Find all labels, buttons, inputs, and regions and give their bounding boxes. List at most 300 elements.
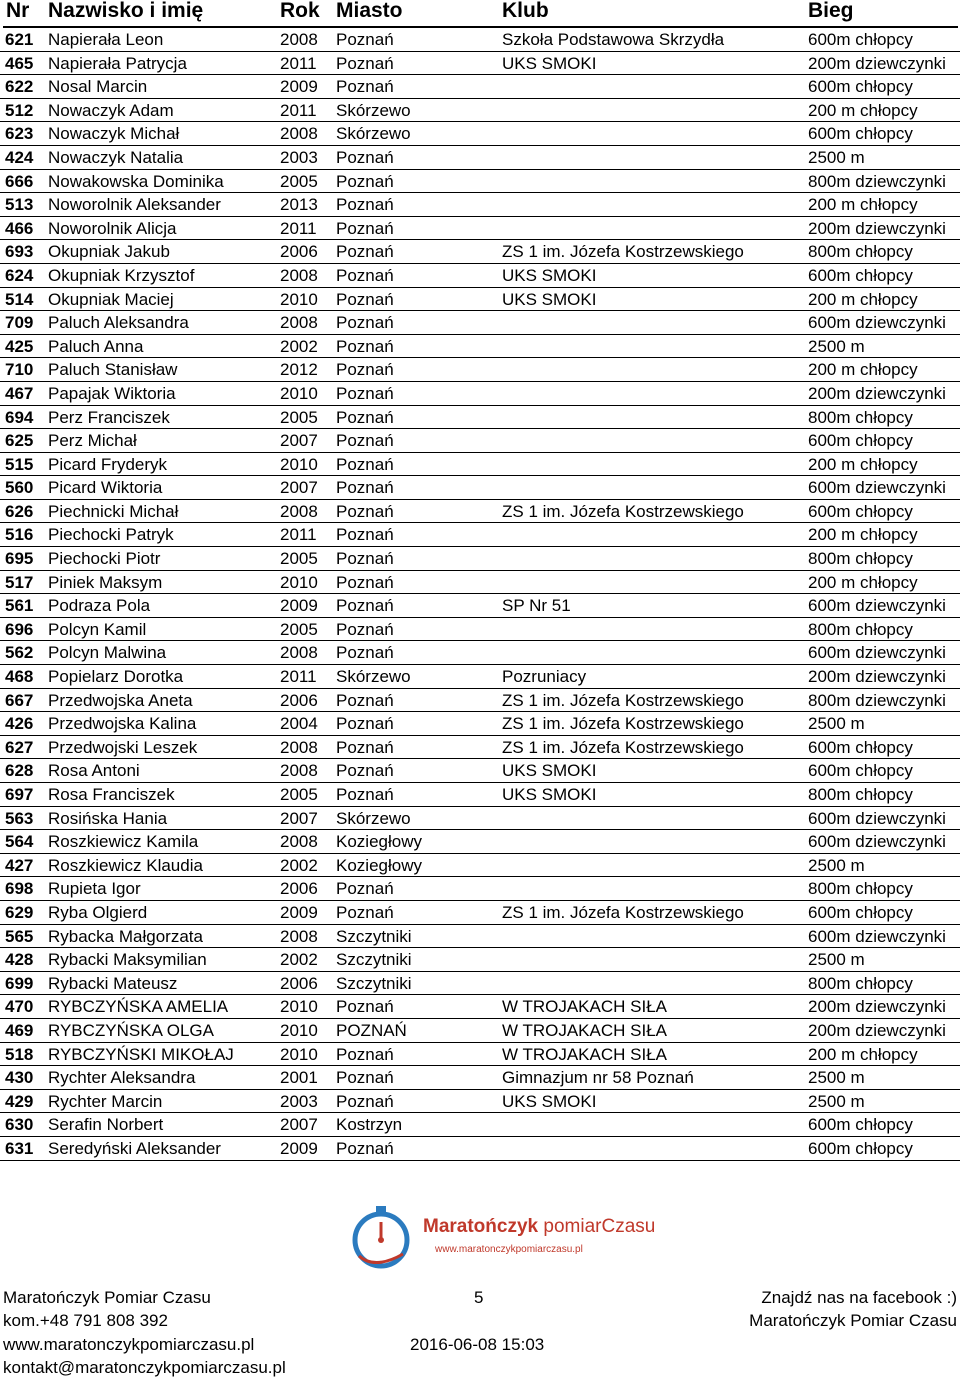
cell-year: 2008 bbox=[280, 265, 318, 285]
cell-club: W TROJAKACH SIŁA bbox=[502, 997, 667, 1017]
cell-year: 2008 bbox=[280, 501, 318, 521]
table-row bbox=[0, 358, 960, 382]
cell-run: 600m chłopcy bbox=[808, 737, 913, 757]
cell-city: Poznań bbox=[336, 761, 394, 781]
cell-city: Poznań bbox=[336, 53, 394, 73]
cell-nr: 517 bbox=[5, 572, 34, 592]
cell-run: 600m chłopcy bbox=[808, 1115, 913, 1135]
cell-nr: 513 bbox=[5, 195, 34, 215]
footer-page-number: 5 bbox=[474, 1288, 484, 1307]
cell-nr: 565 bbox=[5, 926, 34, 946]
cell-club: ZS 1 im. Józefa Kostrzewskiego bbox=[502, 242, 744, 262]
cell-run: 2500 m bbox=[808, 336, 865, 356]
cell-city: Poznań bbox=[336, 383, 394, 403]
table-row bbox=[0, 618, 960, 642]
cell-nr: 627 bbox=[5, 737, 34, 757]
results-table bbox=[0, 28, 960, 1161]
cell-year: 2005 bbox=[280, 619, 318, 639]
cell-city: Skórzewo bbox=[336, 100, 411, 120]
cell-name: Podraza Pola bbox=[48, 596, 151, 616]
table-row bbox=[0, 783, 960, 807]
cell-run: 600m chłopcy bbox=[808, 77, 913, 97]
cell-city: Poznań bbox=[336, 1138, 394, 1158]
cell-name: Okupniak Jakub bbox=[48, 242, 170, 262]
cell-run: 600m chłopcy bbox=[808, 902, 913, 922]
cell-city: Skórzewo bbox=[336, 667, 411, 687]
cell-year: 2002 bbox=[280, 855, 318, 875]
cell-city: Poznań bbox=[336, 1068, 394, 1088]
cell-nr: 514 bbox=[5, 289, 34, 309]
cell-club: UKS SMOKI bbox=[502, 289, 597, 309]
cell-nr: 424 bbox=[5, 147, 34, 167]
cell-year: 2002 bbox=[280, 336, 318, 356]
cell-name: Przedwojska Aneta bbox=[48, 690, 193, 710]
table-row bbox=[0, 288, 960, 312]
cell-run: 600m chłopcy bbox=[808, 501, 913, 521]
cell-nr: 426 bbox=[5, 714, 34, 734]
footer-datetime: 2016-06-08 15:03 bbox=[410, 1335, 545, 1354]
cell-nr: 621 bbox=[5, 30, 34, 49]
cell-nr: 560 bbox=[5, 478, 34, 498]
cell-name: Napierała Leon bbox=[48, 30, 164, 49]
cell-run: 600m dziewczynki bbox=[808, 926, 946, 946]
table-row bbox=[0, 1043, 960, 1067]
cell-run: 200 m chłopcy bbox=[808, 454, 918, 474]
cell-name: Polcyn Kamil bbox=[48, 619, 147, 639]
cell-nr: 470 bbox=[5, 997, 34, 1017]
table-row bbox=[0, 712, 960, 736]
table-row bbox=[0, 500, 960, 524]
cell-name: Picard Wiktoria bbox=[48, 478, 163, 498]
cell-city: Poznań bbox=[336, 360, 394, 380]
table-row bbox=[0, 1019, 960, 1043]
cell-nr: 629 bbox=[5, 902, 34, 922]
table-row bbox=[0, 854, 960, 878]
cell-name: RYBCZYŃSKA OLGA bbox=[48, 1020, 214, 1040]
cell-name: Picard Fryderyk bbox=[48, 454, 168, 474]
table-row bbox=[0, 641, 960, 665]
cell-nr: 622 bbox=[5, 77, 34, 97]
cell-year: 2006 bbox=[280, 973, 318, 993]
table-row bbox=[0, 571, 960, 595]
cell-year: 2010 bbox=[280, 1020, 318, 1040]
cell-club: W TROJAKACH SIŁA bbox=[502, 1020, 667, 1040]
cell-year: 2008 bbox=[280, 737, 318, 757]
cell-city: Poznań bbox=[336, 431, 394, 451]
cell-nr: 696 bbox=[5, 619, 34, 639]
cell-nr: 562 bbox=[5, 643, 34, 663]
cell-year: 2001 bbox=[280, 1068, 318, 1088]
cell-year: 2009 bbox=[280, 596, 318, 616]
cell-city: Poznań bbox=[336, 879, 394, 899]
cell-run: 600m dziewczynki bbox=[808, 313, 946, 333]
cell-run: 200 m chłopcy bbox=[808, 289, 918, 309]
cell-year: 2011 bbox=[280, 53, 317, 73]
cell-city: Poznań bbox=[336, 785, 394, 804]
cell-club: ZS 1 im. Józefa Kostrzewskiego bbox=[502, 501, 744, 521]
cell-name: Popielarz Dorotka bbox=[48, 667, 184, 687]
cell-year: 2007 bbox=[280, 1115, 318, 1135]
cell-year: 2007 bbox=[280, 808, 318, 828]
cell-name: Rosińska Hania bbox=[48, 808, 168, 828]
table-row bbox=[0, 1090, 960, 1114]
cell-nr: 666 bbox=[5, 171, 34, 191]
table-row bbox=[0, 429, 960, 453]
cell-city: Poznań bbox=[336, 596, 394, 616]
cell-year: 2005 bbox=[280, 785, 318, 804]
cell-name: Paluch Stanisław bbox=[48, 360, 178, 380]
cell-club: ZS 1 im. Józefa Kostrzewskiego bbox=[502, 714, 744, 734]
cell-year: 2013 bbox=[280, 195, 318, 215]
cell-nr: 512 bbox=[5, 100, 34, 120]
cell-name: Serafin Norbert bbox=[48, 1115, 164, 1135]
cell-club: Gimnazjum nr 58 Poznań bbox=[502, 1068, 694, 1088]
cell-nr: 561 bbox=[5, 596, 34, 616]
cell-year: 2010 bbox=[280, 289, 318, 309]
cell-club: Szkoła Podstawowa Skrzydła bbox=[502, 30, 725, 49]
cell-year: 2011 bbox=[280, 525, 317, 545]
cell-run: 200 m chłopcy bbox=[808, 572, 918, 592]
header-name: Nazwisko i imię bbox=[48, 0, 204, 22]
cell-run: 2500 m bbox=[808, 147, 865, 167]
table-row bbox=[0, 146, 960, 170]
cell-name: Nowaczyk Natalia bbox=[48, 147, 184, 167]
header-nr: Nr bbox=[6, 0, 30, 22]
table-row bbox=[0, 264, 960, 288]
cell-run: 200 m chłopcy bbox=[808, 525, 918, 545]
cell-city: Szczytniki bbox=[336, 926, 412, 946]
cell-year: 2002 bbox=[280, 950, 318, 970]
cell-run: 600m dziewczynki bbox=[808, 643, 946, 663]
cell-city: Poznań bbox=[336, 336, 394, 356]
cell-nr: 709 bbox=[5, 313, 34, 333]
cell-city: Poznań bbox=[336, 313, 394, 333]
cell-year: 2009 bbox=[280, 77, 318, 97]
cell-run: 800m chłopcy bbox=[808, 619, 913, 639]
cell-city: Poznań bbox=[336, 478, 394, 498]
cell-city: Poznań bbox=[336, 549, 394, 569]
cell-city: Poznań bbox=[336, 218, 394, 238]
cell-nr: 518 bbox=[5, 1044, 34, 1064]
logo-url: www.maratonczykpomiarczasu.pl bbox=[435, 1244, 583, 1255]
cell-city: Poznań bbox=[336, 525, 394, 545]
table-row bbox=[0, 476, 960, 500]
table-row bbox=[0, 995, 960, 1019]
cell-club: Pozruniacy bbox=[502, 667, 587, 687]
cell-run: 200m dziewczynki bbox=[808, 667, 946, 687]
cell-run: 2500 m bbox=[808, 855, 865, 875]
cell-club: UKS SMOKI bbox=[502, 1091, 597, 1111]
cell-city: Poznań bbox=[336, 195, 394, 215]
cell-city: Poznań bbox=[336, 902, 394, 922]
cell-city: Koziegłowy bbox=[336, 855, 422, 875]
table-row bbox=[0, 807, 960, 831]
cell-year: 2010 bbox=[280, 997, 318, 1017]
cell-run: 600m dziewczynki bbox=[808, 808, 946, 828]
cell-run: 200m dziewczynki bbox=[808, 218, 946, 238]
cell-name: Rychter Aleksandra bbox=[48, 1068, 196, 1088]
cell-nr: 564 bbox=[5, 832, 34, 852]
cell-name: Paluch Anna bbox=[48, 336, 144, 356]
table-row bbox=[0, 240, 960, 264]
cell-run: 600m chłopcy bbox=[808, 124, 913, 144]
cell-name: Seredyński Aleksander bbox=[48, 1138, 221, 1158]
cell-nr: 693 bbox=[5, 242, 34, 262]
cell-year: 2011 bbox=[280, 100, 317, 120]
cell-club: SP Nr 51 bbox=[502, 596, 571, 616]
cell-year: 2007 bbox=[280, 478, 318, 498]
cell-name: Przedwojski Leszek bbox=[48, 737, 198, 757]
footer-phone: kom.+48 791 808 392 bbox=[3, 1311, 168, 1330]
cell-city: Poznań bbox=[336, 572, 394, 592]
cell-city: POZNAŃ bbox=[336, 1020, 407, 1040]
cell-name: Nowaczyk Michał bbox=[48, 124, 180, 144]
cell-city: Skórzewo bbox=[336, 808, 411, 828]
table-row bbox=[0, 736, 960, 760]
table-row bbox=[0, 972, 960, 996]
cell-city: Poznań bbox=[336, 242, 394, 262]
table-row bbox=[0, 901, 960, 925]
cell-name: Okupniak Maciej bbox=[48, 289, 174, 309]
cell-name: RYBCZYŃSKA AMELIA bbox=[48, 997, 229, 1017]
cell-year: 2008 bbox=[280, 926, 318, 946]
cell-year: 2008 bbox=[280, 313, 318, 333]
cell-run: 800m chłopcy bbox=[808, 549, 913, 569]
cell-run: 2500 m bbox=[808, 1091, 865, 1111]
cell-nr: 694 bbox=[5, 407, 34, 427]
cell-nr: 631 bbox=[5, 1138, 34, 1158]
table-row bbox=[0, 193, 960, 217]
cell-name: Napierała Patrycja bbox=[48, 53, 187, 73]
cell-city: Poznań bbox=[336, 77, 394, 97]
cell-year: 2010 bbox=[280, 1044, 318, 1064]
footer-fb-name[interactable]: Maratończyk Pomiar Czasu bbox=[749, 1311, 957, 1330]
cell-run: 800m chłopcy bbox=[808, 973, 913, 993]
cell-run: 600m chłopcy bbox=[808, 30, 913, 49]
cell-name: Okupniak Krzysztof bbox=[48, 265, 195, 285]
cell-run: 2500 m bbox=[808, 1068, 865, 1088]
table-row bbox=[0, 382, 960, 406]
cell-year: 2009 bbox=[280, 1138, 318, 1158]
cell-nr: 626 bbox=[5, 501, 34, 521]
cell-name: Perz Michał bbox=[48, 431, 137, 451]
table-row bbox=[0, 665, 960, 689]
footer-website[interactable]: www.maratonczykpomiarczasu.pl bbox=[3, 1335, 255, 1354]
cell-name: Noworolnik Aleksander bbox=[48, 195, 221, 215]
cell-run: 200 m chłopcy bbox=[808, 1044, 918, 1064]
cell-club: UKS SMOKI bbox=[502, 761, 597, 781]
cell-city: Poznań bbox=[336, 643, 394, 663]
cell-name: Rybacka Małgorzata bbox=[48, 926, 203, 946]
cell-year: 2006 bbox=[280, 242, 318, 262]
table-row bbox=[0, 830, 960, 854]
cell-club: ZS 1 im. Józefa Kostrzewskiego bbox=[502, 902, 744, 922]
cell-year: 2008 bbox=[280, 643, 318, 663]
cell-nr: 469 bbox=[5, 1020, 34, 1040]
cell-nr: 625 bbox=[5, 431, 34, 451]
table-row bbox=[0, 453, 960, 477]
header-year: Rok bbox=[280, 0, 320, 22]
cell-city: Poznań bbox=[336, 690, 394, 710]
cell-run: 800m chłopcy bbox=[808, 242, 913, 262]
cell-city: Poznań bbox=[336, 454, 394, 474]
table-row bbox=[0, 217, 960, 241]
cell-nr: 467 bbox=[5, 383, 34, 403]
cell-nr: 667 bbox=[5, 690, 34, 710]
cell-run: 600m dziewczynki bbox=[808, 596, 946, 616]
cell-run: 200m dziewczynki bbox=[808, 383, 946, 403]
cell-year: 2010 bbox=[280, 383, 318, 403]
table-row bbox=[0, 311, 960, 335]
cell-year: 2006 bbox=[280, 879, 318, 899]
logo bbox=[345, 1198, 656, 1278]
cell-nr: 628 bbox=[5, 761, 34, 781]
cell-nr: 430 bbox=[5, 1068, 34, 1088]
cell-name: Paluch Aleksandra bbox=[48, 313, 189, 333]
cell-city: Poznań bbox=[336, 1091, 394, 1111]
cell-run: 200 m chłopcy bbox=[808, 100, 918, 120]
cell-run: 600m chłopcy bbox=[808, 1138, 913, 1158]
header-run: Bieg bbox=[808, 0, 854, 22]
cell-name: Papajak Wiktoria bbox=[48, 383, 176, 403]
header-city: Miasto bbox=[336, 0, 403, 22]
footer-email[interactable]: kontakt@maratonczykpomiarczasu.pl bbox=[3, 1358, 286, 1377]
cell-club: ZS 1 im. Józefa Kostrzewskiego bbox=[502, 690, 744, 710]
cell-run: 200 m chłopcy bbox=[808, 195, 918, 215]
table-header bbox=[0, 0, 960, 26]
cell-run: 200m dziewczynki bbox=[808, 1020, 946, 1040]
cell-nr: 698 bbox=[5, 879, 34, 899]
cell-city: Poznań bbox=[336, 714, 394, 734]
cell-year: 2005 bbox=[280, 171, 318, 191]
cell-club: UKS SMOKI bbox=[502, 265, 597, 285]
table-row bbox=[0, 1066, 960, 1090]
cell-club: W TROJAKACH SIŁA bbox=[502, 1044, 667, 1064]
cell-nr: 429 bbox=[5, 1091, 34, 1111]
footer-company: Maratończyk Pomiar Czasu bbox=[3, 1288, 211, 1307]
cell-run: 800m chłopcy bbox=[808, 879, 913, 899]
cell-city: Poznań bbox=[336, 265, 394, 285]
cell-run: 200m dziewczynki bbox=[808, 997, 946, 1017]
cell-name: Polcyn Malwina bbox=[48, 643, 167, 663]
cell-run: 600m chłopcy bbox=[808, 265, 913, 285]
table-row bbox=[0, 75, 960, 99]
cell-name: RYBCZYŃSKI MIKOŁAJ bbox=[48, 1044, 234, 1064]
cell-name: Rybacki Mateusz bbox=[48, 973, 178, 993]
cell-city: Poznań bbox=[336, 147, 394, 167]
cell-city: Koziegłowy bbox=[336, 832, 422, 852]
cell-year: 2009 bbox=[280, 902, 318, 922]
table-row bbox=[0, 1113, 960, 1137]
cell-run: 600m chłopcy bbox=[808, 761, 913, 781]
table-row bbox=[0, 28, 960, 52]
logo-brand: Maratończyk pomiarCzasu bbox=[423, 1216, 656, 1237]
cell-year: 2005 bbox=[280, 549, 318, 569]
cell-nr: 515 bbox=[5, 454, 34, 474]
cell-year: 2007 bbox=[280, 431, 318, 451]
cell-nr: 466 bbox=[5, 218, 34, 238]
table-row bbox=[0, 547, 960, 571]
table-row bbox=[0, 406, 960, 430]
table-row bbox=[0, 948, 960, 972]
cell-nr: 563 bbox=[5, 808, 34, 828]
cell-name: Noworolnik Alicja bbox=[48, 218, 177, 238]
cell-year: 2010 bbox=[280, 572, 318, 592]
cell-name: Rybacki Maksymilian bbox=[48, 950, 207, 970]
table-row bbox=[0, 335, 960, 359]
cell-name: Ryba Olgierd bbox=[48, 902, 148, 922]
cell-name: Rupieta Igor bbox=[48, 879, 141, 899]
cell-year: 2004 bbox=[280, 714, 318, 734]
table-row bbox=[0, 170, 960, 194]
cell-year: 2011 bbox=[280, 218, 317, 238]
cell-year: 2010 bbox=[280, 454, 318, 474]
cell-run: 600m chłopcy bbox=[808, 431, 913, 451]
cell-name: Perz Franciszek bbox=[48, 407, 170, 427]
cell-year: 2008 bbox=[280, 124, 318, 144]
header-club: Klub bbox=[502, 0, 549, 22]
cell-name: Nosal Marcin bbox=[48, 77, 148, 97]
table-row bbox=[0, 689, 960, 713]
stopwatch-icon bbox=[345, 1198, 425, 1278]
cell-year: 2008 bbox=[280, 30, 318, 49]
cell-name: Rychter Marcin bbox=[48, 1091, 163, 1111]
table-row bbox=[0, 52, 960, 76]
cell-club: ZS 1 im. Józefa Kostrzewskiego bbox=[502, 737, 744, 757]
cell-run: 800m dziewczynki bbox=[808, 690, 946, 710]
cell-city: Poznań bbox=[336, 501, 394, 521]
cell-nr: 624 bbox=[5, 265, 34, 285]
cell-name: Piechocki Patryk bbox=[48, 525, 174, 545]
cell-run: 800m dziewczynki bbox=[808, 171, 946, 191]
cell-run: 600m dziewczynki bbox=[808, 478, 946, 498]
cell-name: Roszkiewicz Kamila bbox=[48, 832, 199, 852]
table-row bbox=[0, 122, 960, 146]
cell-city: Poznań bbox=[336, 619, 394, 639]
cell-city: Szczytniki bbox=[336, 950, 412, 970]
cell-nr: 427 bbox=[5, 855, 34, 875]
cell-name: Rosa Antoni bbox=[48, 761, 140, 781]
cell-name: Przedwojska Kalina bbox=[48, 714, 197, 734]
cell-nr: 710 bbox=[5, 360, 34, 380]
table-row bbox=[0, 99, 960, 123]
table-row bbox=[0, 594, 960, 618]
table-row bbox=[0, 759, 960, 783]
cell-name: Nowaczyk Adam bbox=[48, 100, 174, 120]
cell-year: 2006 bbox=[280, 690, 318, 710]
cell-year: 2011 bbox=[280, 667, 317, 687]
cell-nr: 516 bbox=[5, 525, 34, 545]
cell-city: Poznań bbox=[336, 737, 394, 757]
cell-year: 2005 bbox=[280, 407, 318, 427]
cell-city: Poznań bbox=[336, 289, 394, 309]
cell-name: Piechnicki Michał bbox=[48, 501, 179, 521]
cell-nr: 428 bbox=[5, 950, 34, 970]
cell-run: 200 m chłopcy bbox=[808, 360, 918, 380]
cell-run: 800m chłopcy bbox=[808, 785, 913, 804]
cell-run: 600m dziewczynki bbox=[808, 832, 946, 852]
cell-name: Rosa Franciszek bbox=[48, 785, 175, 804]
cell-name: Roszkiewicz Klaudia bbox=[48, 855, 203, 875]
cell-city: Poznań bbox=[336, 1044, 394, 1064]
cell-run: 800m chłopcy bbox=[808, 407, 913, 427]
table-row bbox=[0, 1137, 960, 1161]
cell-name: Nowakowska Dominika bbox=[48, 171, 224, 191]
cell-club: UKS SMOKI bbox=[502, 53, 597, 73]
cell-nr: 695 bbox=[5, 549, 34, 569]
cell-year: 2012 bbox=[280, 360, 318, 380]
cell-city: Skórzewo bbox=[336, 124, 411, 144]
